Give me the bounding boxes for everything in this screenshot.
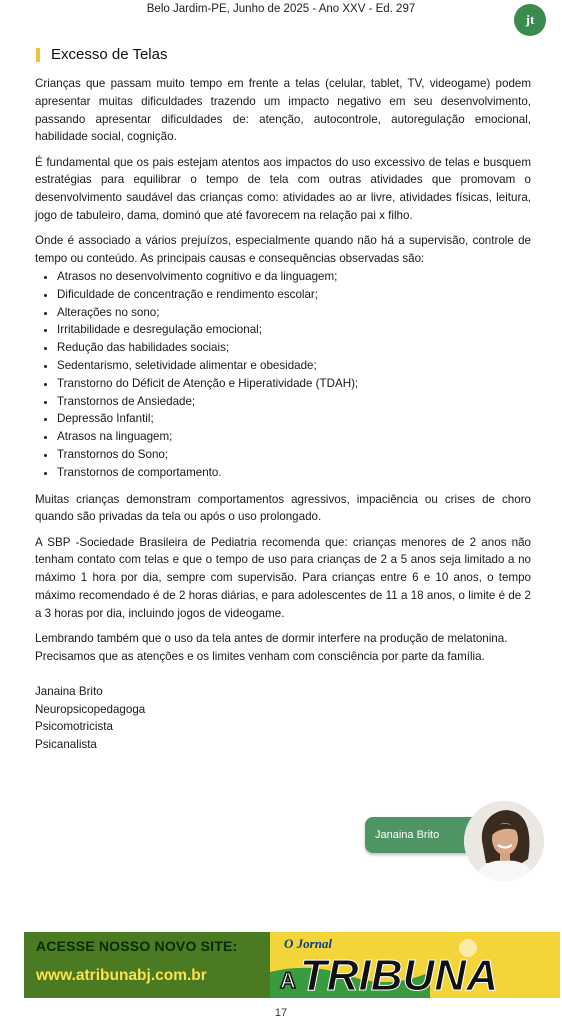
list-item: • Sedentarismo, seletividade alimentar e obesidade; <box>57 357 531 375</box>
author-portrait-icon <box>464 801 544 881</box>
paragraph: Precisamos que as atenções e os limites venham com consciência por parte da família. <box>35 649 485 663</box>
banner-cta: ACESSE NOSSO NOVO SITE: <box>36 938 238 954</box>
brand-name: TRIBUNA <box>300 951 498 998</box>
article-title-text: Excesso de Telas <box>51 46 168 63</box>
page-header: Belo Jardim-PE, Junho de 2025 - Ano XXV - Ed. 297 <box>146 3 416 15</box>
signature-name: Janaina Brito <box>35 684 103 698</box>
list-item: • Atrasos na linguagem; <box>57 428 531 446</box>
list-item: • Irritabilidade e desregulação emocional; <box>57 321 531 339</box>
author-avatar <box>464 801 544 881</box>
list-item: • Depressão Infantil; <box>57 410 531 428</box>
logo-mark-icon <box>520 10 540 30</box>
signature-role: Psicanalista <box>35 738 97 752</box>
list-item: • Transtorno do Déficit de Atenção e Hiperatividade (TDAH); <box>57 375 531 393</box>
list-item: • Transtornos de Ansiedade; <box>57 393 531 411</box>
paragraph: Muitas crianças demonstram comportamentos agressivos, impaciência ou crises de choro quando são privadas da tela ou após o uso prolongado. <box>35 492 531 524</box>
list-item: • Alterações no sono; <box>57 304 531 322</box>
list-item: • Atrasos no desenvolvimento cognitivo e da linguagem; <box>57 268 531 286</box>
paragraph: É fundamental que os pais estejam atentos aos impactos do uso excessivo de telas e busquem estratégias para equilibrar o tempo de tela com outras atividades que promovam o desenvolvimento saudável das crianças como: atividades ao ar livre, atividades físicas, leitura, jogo de tabuleiro, dama, dominó que até favorecem na relação pai x filho. <box>35 155 531 223</box>
signature-block <box>35 683 531 754</box>
article-title <box>36 46 167 63</box>
paragraph: Lembrando também que o uso da tela antes de dormir interfere na produção de melatonina. <box>35 632 508 646</box>
banner-url[interactable]: www.atribunabj.com.br <box>36 967 207 984</box>
list-item: • Dificuldade de concentração e rendimento escolar; <box>57 286 531 304</box>
signature-role: Psicomotricista <box>35 720 113 734</box>
article-body <box>35 75 531 754</box>
website-banner[interactable] <box>24 932 560 998</box>
svg-text:jt: jt <box>525 12 535 27</box>
signature-role: Neuropsicopedagoga <box>35 702 146 716</box>
paragraph: Crianças que passam muito tempo em frente a telas (celular, tablet, TV, videogame) podem apresentar muitas dificuldades trazendo um impacto negativo em seu desenvolvimento, passando apresentar dificuldades de: atenção, autocontrole, autoregulação emocional, habilidade social, cognição. <box>35 77 531 144</box>
banner-brand-panel <box>270 932 560 998</box>
paragraph: Onde é associado a vários prejuízos, especialmente quando não há a supervisão, controle de tempo ou conteúdo. As principais causas e consequências observadas são: <box>35 234 531 266</box>
tribuna-logo <box>270 932 560 998</box>
list-item: • Redução das habilidades sociais; <box>57 339 531 357</box>
brand-small: O Jornal <box>284 936 333 951</box>
paragraph: A SBP -Sociedade Brasileira de Pediatria recomenda que: crianças menores de 2 anos não tenham contato com telas e que o tempo de uso para crianças de 2 a 5 anos seja limitado a no máximo 1 hora por dia, sempre com supervisão. Para crianças entre 6 e 10 anos, o tempo máximo recomendado é de 2 horas diárias, e para adolescentes de 11 a 18 anos, o limite é de 2 a 3 horas por dia, incluindo jogos de videogame. <box>35 535 531 620</box>
list-item: • Transtornos de comportamento. <box>57 464 531 482</box>
title-accent-bar <box>36 48 40 62</box>
banner-site-panel[interactable] <box>24 932 270 998</box>
newspaper-logo <box>514 4 546 36</box>
author-name-tag: Janaina Brito <box>365 817 485 853</box>
consequences-list <box>35 268 531 482</box>
page-number: 17 <box>274 1007 288 1019</box>
brand-a: A <box>280 968 296 993</box>
list-item: • Transtornos do Sono; <box>57 446 531 464</box>
